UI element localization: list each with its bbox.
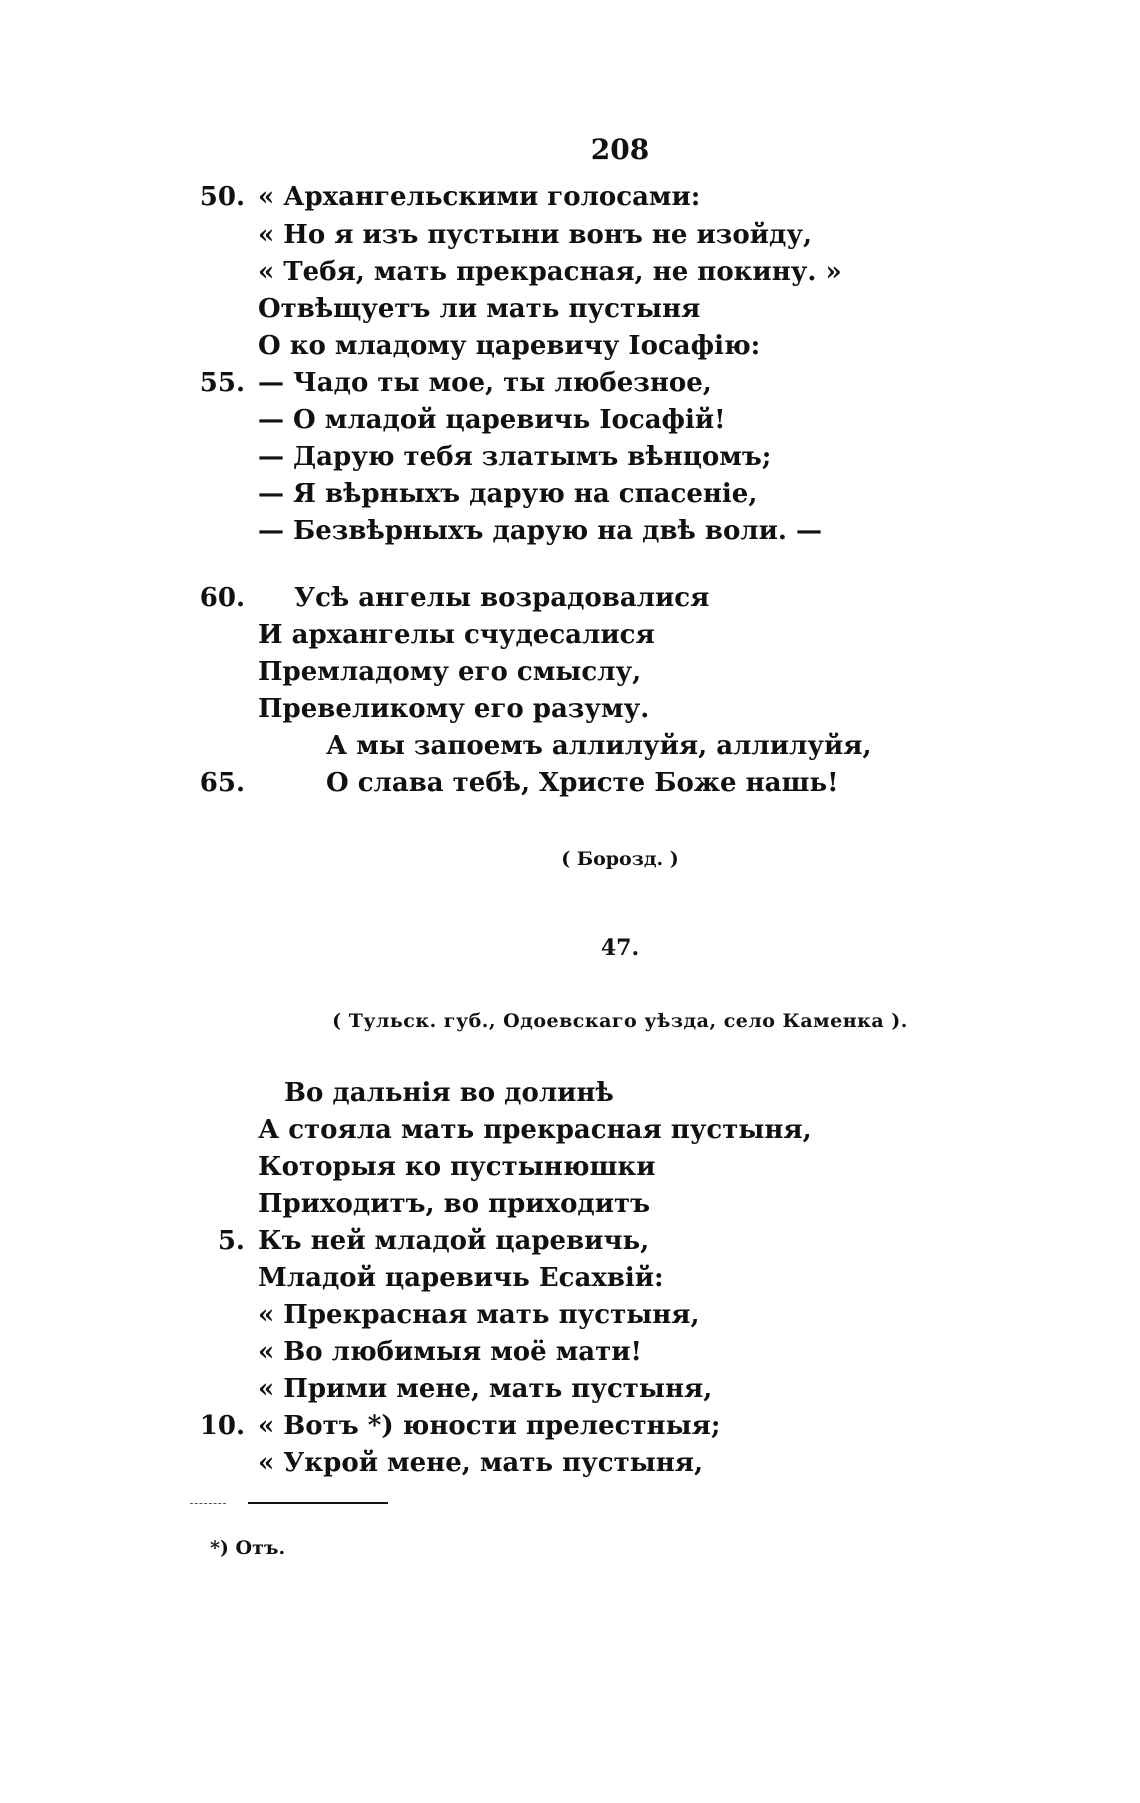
line-text: « Архангельскими голосами: <box>258 182 701 212</box>
location-note: ( Тульск. губ., Одоевскаго уѣзда, село Каменка ). <box>332 1010 908 1032</box>
line-text: Младой царевичь Есахвій: <box>258 1263 664 1293</box>
line-text: « Укрой мене, мать пустыня, <box>258 1448 704 1478</box>
line-text: Усѣ ангелы возрадовалися <box>294 583 710 613</box>
section-number: 47. <box>600 935 640 961</box>
verse-line <box>0 1184 1140 1224</box>
verse-line <box>0 511 1140 551</box>
line-number: 5. <box>217 1226 245 1256</box>
verse-line <box>0 252 1140 292</box>
line-text: Превеликому его разуму. <box>258 694 650 724</box>
verse-line <box>0 652 1140 692</box>
line-text: — Безвѣрныхъ дарую на двѣ воли. — <box>258 516 823 546</box>
verse-line <box>0 615 1140 655</box>
verse-line <box>0 1332 1140 1372</box>
line-text: — О младой царевичь Іосафій! <box>258 405 726 435</box>
verse-line <box>0 363 1140 403</box>
footnote-rule <box>248 1502 388 1504</box>
line-text: « Но я изъ пустыни вонъ не изойду, <box>258 220 813 250</box>
line-text: Приходитъ, во приходитъ <box>258 1189 651 1219</box>
footnote: *) Отъ. <box>210 1537 286 1559</box>
verse-line <box>0 1258 1140 1298</box>
verse-line <box>0 1221 1140 1261</box>
line-text: А стояла мать прекрасная пустыня, <box>258 1115 812 1145</box>
verse-line <box>0 1295 1140 1335</box>
verse-line <box>0 289 1140 329</box>
line-text: « Прими мене, мать пустыня, <box>258 1374 713 1404</box>
line-text: « Прекрасная мать пустыня, <box>258 1300 700 1330</box>
line-text: — Чадо ты мое, ты любезное, <box>258 368 712 398</box>
line-text: А мы запоемъ аллилуйя, аллилуйя, <box>326 731 872 761</box>
line-text: — Я вѣрныхъ дарую на спасеніе, <box>258 479 758 509</box>
line-text: — Дарую тебя златымъ вѣнцомъ; <box>258 442 772 472</box>
verse-line <box>0 689 1140 729</box>
line-number: 65. <box>199 768 245 798</box>
verse-line <box>0 578 1140 618</box>
verse-line <box>0 1073 1140 1113</box>
verse-line <box>0 326 1140 366</box>
line-text: И архангелы счудесалися <box>258 620 655 650</box>
line-text: Къ ней младой царевичь, <box>258 1226 650 1256</box>
line-number: 50. <box>199 182 245 212</box>
verse-line <box>0 474 1140 514</box>
verse-line <box>0 763 1140 803</box>
footnote-rule-dash <box>190 1503 226 1504</box>
verse-line <box>0 400 1140 440</box>
line-text: Во дальнія во долинѣ <box>284 1078 614 1108</box>
line-number: 10. <box>199 1411 245 1441</box>
verse-line <box>0 1406 1140 1446</box>
line-text: « Тебя, мать прекрасная, не покину. » <box>258 257 842 287</box>
verse-line <box>0 726 1140 766</box>
verse-line <box>0 437 1140 477</box>
verse-line <box>0 1110 1140 1150</box>
line-text: Которыя ко пустынюшки <box>258 1152 656 1182</box>
line-number: 60. <box>199 583 245 613</box>
line-text: Премладому его смыслу, <box>258 657 642 687</box>
verse-line <box>0 1443 1140 1483</box>
verse-line <box>0 1369 1140 1409</box>
verse-line <box>0 215 1140 255</box>
source-note: ( Борозд. ) <box>561 848 679 870</box>
verse-line <box>0 1147 1140 1187</box>
page-number: 208 <box>590 133 650 166</box>
line-text: О слава тебѣ, Христе Боже нашь! <box>326 768 839 798</box>
line-text: Отвѣщуетъ ли мать пустыня <box>258 294 701 324</box>
line-text: О ко младому царевичу Іосафію: <box>258 331 761 361</box>
line-number: 55. <box>199 368 245 398</box>
verse-line <box>0 177 1140 217</box>
line-text: « Во любимыя моё мати! <box>258 1337 642 1367</box>
line-text: « Вотъ *) юности прелестныя; <box>258 1411 721 1441</box>
